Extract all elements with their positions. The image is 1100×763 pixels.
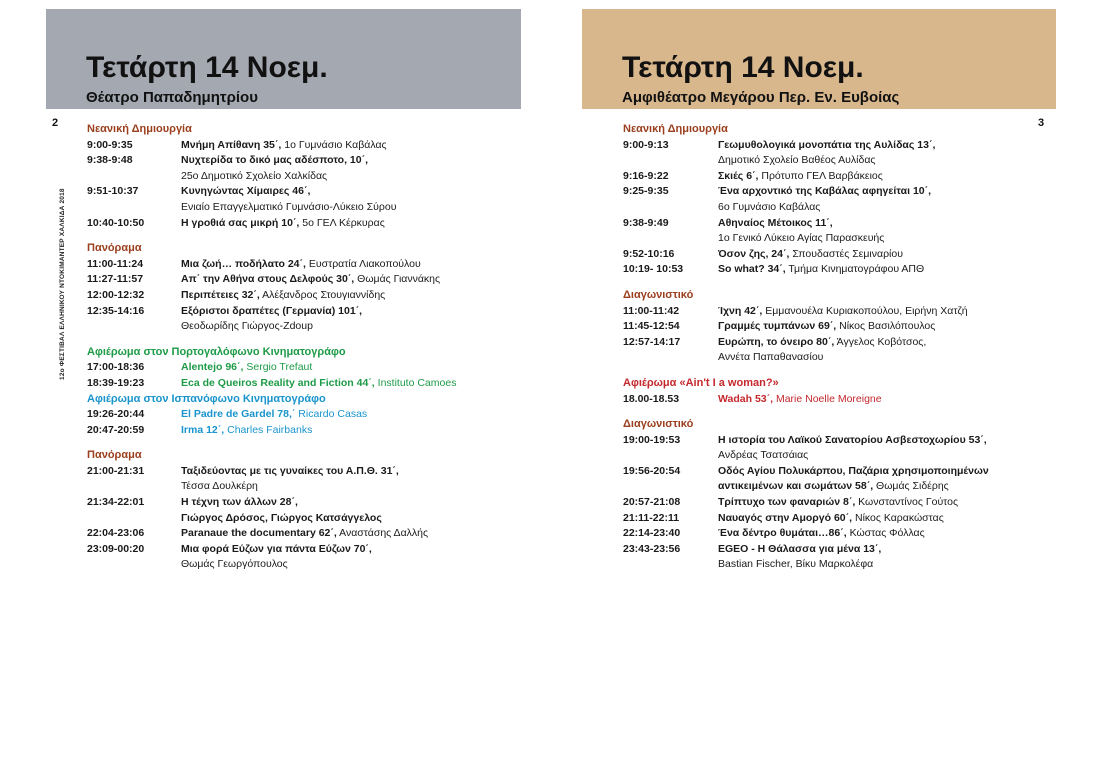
schedule-row xyxy=(87,257,537,273)
schedule-row xyxy=(623,138,1063,169)
screening-time: 9:16-9:22 xyxy=(623,169,669,182)
film-credit: Εμμανουέλα Κυριακοπούλου, Ειρήνη Χατζή xyxy=(762,304,968,317)
film-credit: Ευστρατία Λιακοπούλου xyxy=(305,257,421,270)
screening-time: 20:47-20:59 xyxy=(87,423,145,436)
film-title: Περιπέτειες 32΄, xyxy=(181,288,260,301)
film-credit: Άγγελος Κοβότσος, xyxy=(834,335,927,348)
left-day-title: Τετάρτη 14 Νοεμ. xyxy=(86,51,328,84)
festival-side-note: 12ο ΦΕΣΤΙΒΑΛ ΕΛΛΗΝΙΚΟΥ ΝΤΟΚΙΜΑΝΤΕΡ ΧΑΛΚΙΔΑ 2018 xyxy=(59,188,66,380)
screening-info xyxy=(181,216,537,232)
film-title: Μια ζωή… ποδήλατο 24΄, xyxy=(181,257,306,270)
left-page-header xyxy=(46,9,521,109)
film-title: El Padre de Gardel 78, xyxy=(181,408,292,421)
schedule-section xyxy=(623,376,1063,407)
schedule-row xyxy=(87,542,537,573)
schedule-row xyxy=(623,262,1063,278)
screening-info xyxy=(181,423,537,439)
film-credit: Charles Fairbanks xyxy=(224,423,313,436)
schedule-row xyxy=(623,216,1063,247)
section-title: Πανόραμα xyxy=(87,449,142,462)
schedule-row xyxy=(623,304,1063,320)
film-credit: Θωμάς Σιδέρης xyxy=(873,480,949,493)
film-title: Η γροθιά σας μικρή 10΄, xyxy=(181,216,300,229)
screening-time: 18.00-18.53 xyxy=(623,392,680,405)
screening-info xyxy=(181,407,537,423)
screening-time: 10:40-10:50 xyxy=(87,216,145,229)
film-credit: Αναστάσης Δαλλής xyxy=(336,527,429,540)
section-title: Διαγωνιστικό xyxy=(623,288,694,301)
screening-time: 12:35-14:16 xyxy=(87,304,145,317)
section-title: Πανόραμα xyxy=(87,242,142,255)
right-schedule xyxy=(623,122,1063,583)
schedule-section xyxy=(87,241,537,335)
screening-time: 21:00-21:31 xyxy=(87,464,145,477)
schedule-row xyxy=(623,169,1063,185)
schedule-row xyxy=(87,495,537,526)
schedule-section xyxy=(87,448,537,573)
section-title: Αφιέρωμα στον Ισπανόφωνο Κινηματογράφο xyxy=(87,392,326,405)
screening-info xyxy=(181,272,537,288)
film-title: Γεωμυθολογικά μονοπάτια της Αυλίδας 13΄, xyxy=(718,138,936,151)
film-credit-continued: Ανδρέας Τσατσάιας xyxy=(718,449,809,462)
section-title: Διαγωνιστικό xyxy=(623,418,694,431)
schedule-row xyxy=(87,360,537,376)
film-title: Ταξιδεύοντας με τις γυναίκες του Α.Π.Θ. 31΄, xyxy=(181,464,399,477)
screening-time: 9:52-10:16 xyxy=(623,247,675,260)
schedule-row xyxy=(623,319,1063,335)
schedule-row xyxy=(87,288,537,304)
screening-info xyxy=(718,542,1063,573)
film-title: Αθηναίος Μέτοικος 11΄, xyxy=(718,216,833,229)
right-page xyxy=(550,0,1100,763)
screening-time: 19:00-19:53 xyxy=(623,433,681,446)
screening-info xyxy=(718,216,1063,247)
film-title: Ναυαγός στην Αμοργό 60΄, xyxy=(718,511,853,524)
screening-info xyxy=(181,304,537,335)
screening-time: 10:19- 10:53 xyxy=(623,263,684,276)
schedule-row xyxy=(623,495,1063,511)
film-credit: Κώστας Φόλλας xyxy=(846,527,925,540)
screening-time: 11:27-11:57 xyxy=(87,273,144,286)
film-credit-continued: Αννέτα Παπαθανασίου xyxy=(718,351,824,364)
screening-time: 9:38-9:49 xyxy=(623,216,669,229)
screening-info xyxy=(181,184,537,215)
screening-time: 11:00-11:42 xyxy=(623,304,680,317)
film-credit-continued: αντικειμένων και σωμάτων 58΄, Θωμάς Σιδέρης xyxy=(718,480,949,493)
screening-info xyxy=(181,153,537,184)
section-title: Αφιέρωμα «Ain't I a woman?» xyxy=(623,376,779,389)
film-credit: Instituto Camoes xyxy=(374,376,457,389)
screening-info xyxy=(181,526,537,542)
film-title: Κυνηγώντας Χίμαιρες 46΄, xyxy=(181,185,311,198)
screening-info xyxy=(718,433,1063,464)
right-venue: Αμφιθέατρο Μεγάρου Περ. Εν. Ευβοίας xyxy=(622,89,900,106)
screening-info xyxy=(718,464,1063,495)
film-title: So what? 34΄, xyxy=(718,263,786,276)
schedule-row xyxy=(623,392,1063,408)
right-page-number: 3 xyxy=(1038,117,1045,129)
screening-info xyxy=(718,392,1063,408)
screening-time: 9:00-9:35 xyxy=(87,138,133,151)
screening-info xyxy=(181,138,537,154)
screening-time: 9:51-10:37 xyxy=(87,185,139,198)
screening-time: 18:39-19:23 xyxy=(87,376,145,389)
film-credit-continued: Θωμάς Γεωργόπουλος xyxy=(181,558,288,571)
screening-time: 20:57-21:08 xyxy=(623,496,681,509)
screening-time: 21:11-22:11 xyxy=(623,511,680,524)
schedule-row xyxy=(623,247,1063,263)
screening-time: 9:25-9:35 xyxy=(623,185,669,198)
screening-time: 11:45-12:54 xyxy=(623,320,680,333)
film-credit: Σπουδαστές Σεμιναρίου xyxy=(789,247,903,260)
schedule-row xyxy=(623,433,1063,464)
film-title: Μνήμη Απίθανη 35΄, xyxy=(181,138,282,151)
screening-info xyxy=(718,262,1063,278)
right-day-title: Τετάρτη 14 Νοεμ. xyxy=(622,51,864,84)
film-title: Οδός Αγίου Πολυκάρπου, Παζάρια χρησιμοποιημένων xyxy=(718,464,989,477)
screening-info xyxy=(718,319,1063,335)
section-title: Νεανική Δημιουργία xyxy=(87,123,192,135)
film-title: Εξόριστοι δραπέτες (Γερμανία) 101΄, xyxy=(181,304,363,317)
schedule-row xyxy=(87,423,537,439)
left-page-number: 2 xyxy=(52,117,59,129)
film-credit: Θωμάς Γιαννάκης xyxy=(354,273,441,286)
film-credit: Κωνσταντίνος Γούτος xyxy=(855,496,959,509)
schedule-row xyxy=(623,511,1063,527)
schedule-row xyxy=(623,464,1063,495)
schedule-section xyxy=(87,122,537,231)
screening-time: 23:43-23:56 xyxy=(623,542,681,555)
screening-time: 11:00-11:24 xyxy=(87,257,144,270)
screening-info xyxy=(181,257,537,273)
film-credit: ΄ Ricardo Casas xyxy=(291,408,368,421)
film-title: Paranaue the documentary 62΄, xyxy=(181,527,337,540)
right-page-header xyxy=(582,9,1056,109)
film-credit-continued: Δημοτικό Σχολείο Βαθέος Αυλίδας xyxy=(718,154,876,167)
film-credit-continued: 25ο Δημοτικό Σχολείο Χαλκίδας xyxy=(181,169,328,182)
left-venue: Θέατρο Παπαδημητρίου xyxy=(86,89,258,106)
film-title: Wadah 53΄, xyxy=(718,392,774,405)
film-title: Alentejo 96΄, xyxy=(181,361,244,374)
film-title: Απ΄ την Αθήνα στους Δελφούς 30΄, xyxy=(181,273,355,286)
film-credit: Πρότυπο ΓΕΛ Βαρβάκειος xyxy=(758,169,883,182)
film-title: Νυχτερίδα το δικό μας αδέσποτο, 10΄, xyxy=(181,154,369,167)
film-credit: Τμήμα Κινηματογράφου ΑΠΘ xyxy=(785,263,925,276)
film-credit: Αλέξανδρος Στουγιαννίδης xyxy=(259,288,386,301)
screening-time: 22:14-23:40 xyxy=(623,527,681,540)
screening-info xyxy=(718,335,1063,366)
film-title: Eca de Queiros Reality and Fiction 44΄, xyxy=(181,376,375,389)
section-title: Αφιέρωμα στον Πορτογαλόφωνο Κινηματογράφο xyxy=(87,345,346,358)
screening-info xyxy=(181,542,537,573)
screening-time: 22:04-23:06 xyxy=(87,527,145,540)
schedule-row xyxy=(623,335,1063,366)
screening-info xyxy=(181,495,537,526)
film-title: Irma 12΄, xyxy=(181,423,225,436)
schedule-row xyxy=(87,376,537,392)
section-title: Νεανική Δημιουργία xyxy=(623,123,728,135)
schedule-row xyxy=(87,216,537,232)
screening-info xyxy=(718,304,1063,320)
film-credit: Νίκος Βασιλόπουλος xyxy=(836,320,936,333)
film-title: Η τέχνη των άλλων 28΄, xyxy=(181,496,298,509)
film-title: Όσον ζης, 24΄, xyxy=(718,247,790,260)
screening-info xyxy=(181,360,537,376)
screening-time: 9:38-9:48 xyxy=(87,154,133,167)
schedule-section xyxy=(87,345,537,392)
screening-info xyxy=(181,288,537,304)
film-credit: Marie Noelle Moreigne xyxy=(773,392,882,405)
screening-info xyxy=(718,526,1063,542)
screening-info xyxy=(181,376,537,392)
screening-info xyxy=(718,184,1063,215)
schedule-row xyxy=(623,526,1063,542)
screening-info xyxy=(718,495,1063,511)
film-title: Σκιές 6΄, xyxy=(718,169,759,182)
film-title: Ένα δέντρο θυμάται…86΄, xyxy=(718,527,847,540)
film-title: Ίχνη 42΄, xyxy=(718,304,763,317)
screening-info xyxy=(718,247,1063,263)
schedule-row xyxy=(87,184,537,215)
film-title: Ένα αρχοντικό της Καβάλας αφηγείται 10΄, xyxy=(718,185,932,198)
screening-time: 23:09-00:20 xyxy=(87,542,145,555)
schedule-row xyxy=(87,526,537,542)
film-title: Ευρώπη, το όνειρο 80΄, xyxy=(718,335,835,348)
schedule-row xyxy=(623,542,1063,573)
screening-time: 21:34-22:01 xyxy=(87,496,145,509)
screening-info xyxy=(718,169,1063,185)
film-credit-continued: Ενιαίο Επαγγελματικό Γυμνάσιο-Λύκειο Σύρου xyxy=(181,200,397,213)
film-title: Γραμμές τυμπάνων 69΄, xyxy=(718,320,837,333)
film-title: EGEO - Η Θάλασσα για μένα 13΄, xyxy=(718,542,882,555)
screening-info xyxy=(181,464,537,495)
film-credit: 5ο ΓΕΛ Κέρκυρας xyxy=(299,216,385,229)
screening-time: 19:56-20:54 xyxy=(623,464,681,477)
schedule-section xyxy=(623,417,1063,573)
film-title: Τρίπτυχο των φαναριών 8΄, xyxy=(718,496,856,509)
schedule-section xyxy=(623,122,1063,278)
schedule-row xyxy=(87,464,537,495)
film-credit-continued: Θεοδωρίδης Γιώργος-Zdoup xyxy=(181,320,313,333)
schedule-row xyxy=(87,153,537,184)
screening-time: 19:26-20:44 xyxy=(87,408,145,421)
film-title: Μια φορά Εύζων για πάντα Εύζων 70΄, xyxy=(181,542,372,555)
film-credit-continued: Γιώργος Δρόσος, Γιώργος Κατσάγγελος xyxy=(181,511,382,524)
schedule-row xyxy=(87,138,537,154)
screening-time: 17:00-18:36 xyxy=(87,361,145,374)
film-credit: Νίκος Καρακώστας xyxy=(852,511,944,524)
screening-info xyxy=(718,511,1063,527)
film-credit-continued: 6ο Γυμνάσιο Καβάλας xyxy=(718,200,821,213)
schedule-section xyxy=(623,288,1063,366)
film-credit-continued: 1ο Γενικό Λύκειο Αγίας Παρασκευής xyxy=(718,232,885,245)
film-title: Η ιστορία του Λαϊκού Σανατορίου Ασβεστοχωρίου 53΄, xyxy=(718,433,987,446)
screening-time: 9:00-9:13 xyxy=(623,138,669,151)
schedule-row xyxy=(623,184,1063,215)
left-schedule xyxy=(87,122,537,583)
schedule-row xyxy=(87,407,537,423)
film-credit-continued: Bastian Fischer, Βίκυ Μαρκολέφα xyxy=(718,558,874,571)
screening-info xyxy=(718,138,1063,169)
screening-time: 12:00-12:32 xyxy=(87,288,145,301)
schedule-section xyxy=(87,392,537,439)
schedule-row xyxy=(87,272,537,288)
film-credit: 1ο Γυμνάσιο Καβάλας xyxy=(281,138,387,151)
screening-time: 12:57-14:17 xyxy=(623,335,681,348)
film-credit: Sergio Trefaut xyxy=(243,361,313,374)
schedule-row xyxy=(87,304,537,335)
film-credit-continued: Τέσσα Δουλκέρη xyxy=(181,480,258,493)
